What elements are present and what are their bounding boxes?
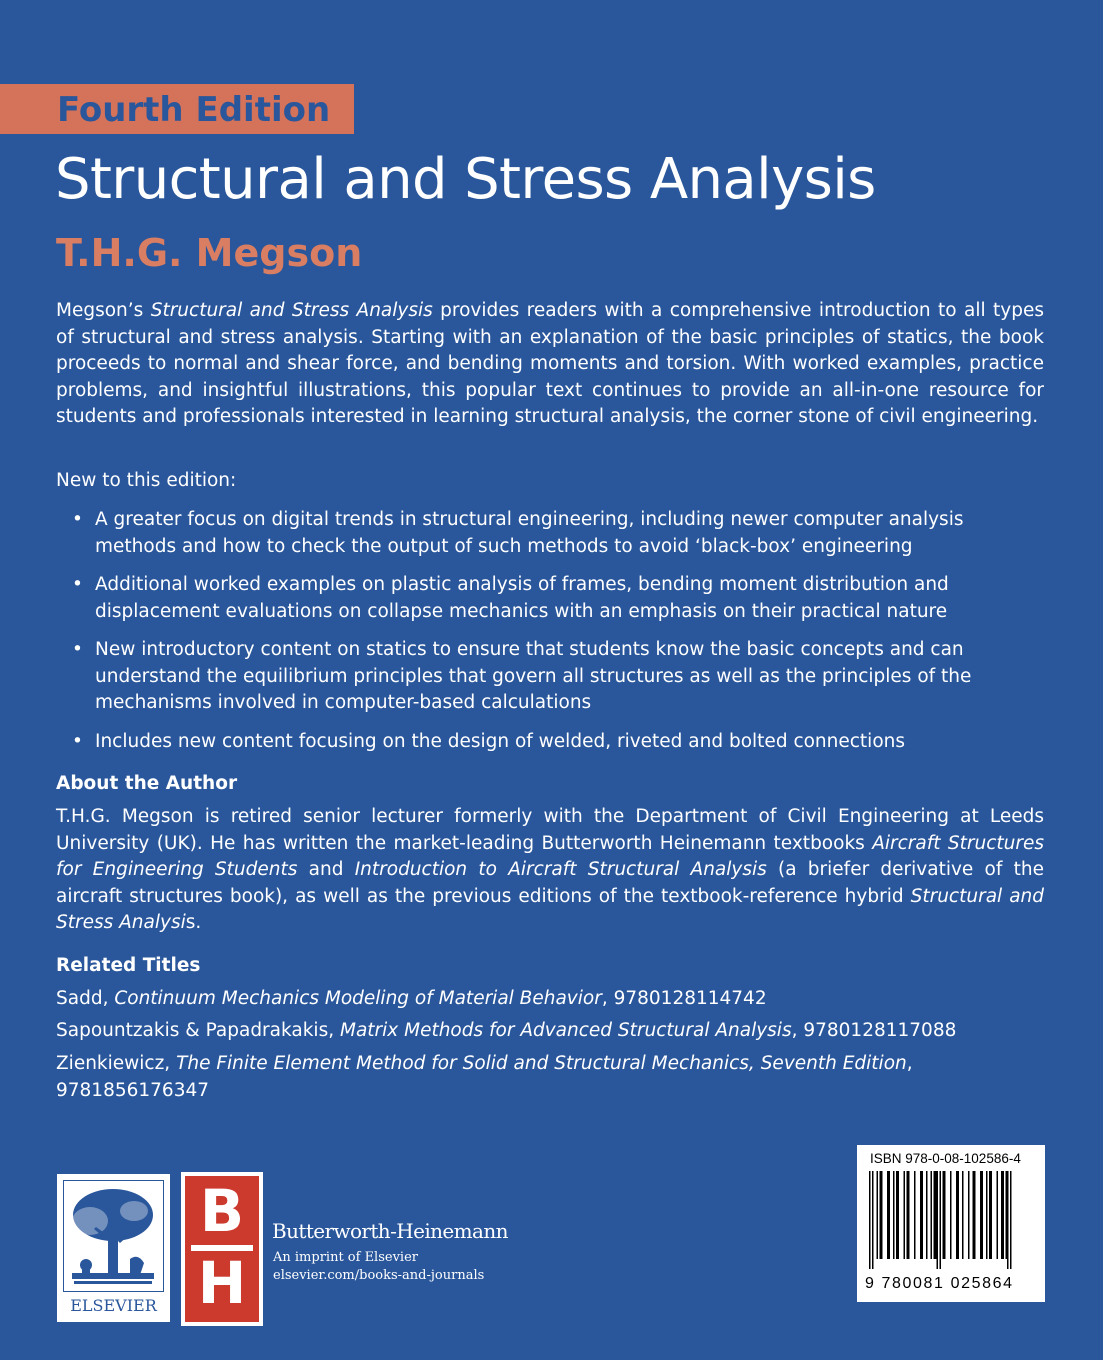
related-book-title: The Finite Element Method for Solid and Structural Mechanics, Seventh Edition [176,1053,907,1074]
related-book-title: Continuum Mechanics Modeling of Material Behavior [114,988,602,1009]
elsevier-tree-icon [63,1180,164,1292]
related-author: Sapountzakis & Papadrakakis, [56,1020,340,1041]
about-text-part: T.H.G. Megson is retired senior lecturer formerly with the Department of Civil Engineering at Leeds University (UK). He has written the market-leading Butterworth Heinemann textbooks [56,806,1044,854]
barcode-bar [997,1171,999,1259]
list-item [72,637,1047,717]
related-title-item [56,1018,1056,1045]
bh-logo [181,1172,263,1326]
barcode-bar [887,1171,890,1259]
list-item-text: A greater focus on digital trends in structural engineering, including newer computer analysis methods and how to check the output of such methods to avoid ‘black-box’ engineering [95,509,964,557]
barcode-bar [869,1171,871,1269]
new-features-list [72,507,1047,767]
related-isbn: , 9780128117088 [791,1020,957,1041]
elsevier-logo [55,1172,172,1324]
barcode-bar [980,1171,983,1259]
list-item [72,572,1047,625]
related-title-item [56,986,1056,1013]
about-text-part: s. [185,912,202,933]
description-rest: provides readers with a comprehensive introduction to all types of structural and stress analysis. Starting with an explanation of the basic principles of statics, the book proceeds to normal and shear force, and bending moments and torsion. With worked examples, practice problems, and insightful illustrations, this popular text continues to provide an all-in-one resource for students and professionals interested in learning structural analysis, the corner stone of civil engineering. [56,300,1045,427]
bullet-icon: • [72,639,83,660]
about-book-title: Introduction to Aircraft Structural Analysis [354,859,767,880]
barcode-bar [989,1171,992,1259]
barcode-bar [968,1171,970,1259]
book-author: T.H.G. Megson [56,231,363,275]
barcode-bar [920,1171,923,1259]
related-isbn: , 9780128114742 [601,988,767,1009]
publisher-imprint: An imprint of Elsevier [273,1250,418,1265]
list-item-text: Additional worked examples on plastic analysis of frames, bending moment distribution and displacement evaluations on collapse mechanics with an emphasis on their practical nature [95,574,949,622]
book-description [56,298,1044,431]
barcode-bars [867,1171,1037,1269]
barcode-bar [950,1171,952,1259]
barcode-bar [907,1171,910,1259]
barcode-bar [986,1171,988,1259]
bullet-icon: • [72,509,83,530]
barcode-bar [872,1171,874,1269]
bullet-icon: • [72,730,83,752]
about-text-part: and [297,859,355,880]
barcode-bar [943,1171,946,1259]
barcode-bar [1001,1171,1004,1259]
about-book-title: Structural and Stress Analysi [56,885,1045,933]
bullet-icon: • [72,574,83,595]
barcode-bar [904,1171,906,1259]
list-item-text: Includes new content focusing on the design of welded, riveted and bolted connections [95,730,906,752]
barcode-bar [956,1171,959,1259]
edition-label: Fourth Edition [57,90,331,130]
barcode-bar [893,1171,895,1259]
barcode-bar [896,1171,899,1259]
barcode-bar [973,1171,976,1259]
publisher-url: elsevier.com/books-and-journals [273,1268,485,1283]
about-author-text [56,804,1044,937]
barcode-bar [877,1171,879,1259]
related-book-title: Matrix Methods for Advanced Structural Analysis [339,1020,792,1041]
description-title: Structural and Stress Analysis [150,300,433,321]
list-item [72,729,1047,756]
about-text-part: (a briefer derivative of the aircraft structures book), as well as the previous editions of the textbook-reference hybrid [56,859,1044,907]
description-lead: Megson’s [56,300,151,321]
book-title: Structural and Stress Analysis [55,147,876,212]
bh-logo-panel [185,1176,259,1322]
barcode-bar [1010,1171,1012,1269]
barcode-bar [880,1171,883,1259]
barcode-bar [962,1171,964,1259]
list-item-text: New introductory content on statics to ensure that students know the basic concepts and can understand the equilibrium principles that govern all structures as well as the principles of the mechanisms involved in computer-based calculations [95,639,972,713]
about-author-heading: About the Author [56,773,238,794]
barcode-bar [914,1171,916,1259]
elsevier-wordmark: ELSEVIER [70,1296,157,1315]
related-author: Zienkiewicz, [56,1053,177,1074]
barcode-bar [1007,1171,1009,1269]
list-item [72,507,1047,560]
publisher-name: Butterworth-Heinemann [272,1219,508,1243]
barcode-number: 9 780081 025864 [865,1275,1014,1292]
barcode-bar [1006,1171,1008,1259]
barcode-bar [934,1171,937,1259]
bh-logo-letter: H [197,1249,247,1317]
bh-logo-letter: B [199,1177,245,1245]
new-edition-label: New to this edition: [56,470,237,491]
barcode-bar [937,1171,939,1269]
related-isbn: , 9781856176347 [56,1053,913,1101]
isbn-label: ISBN 978-0-08-102586-4 [870,1151,1021,1166]
about-book-title: Aircraft Structures for Engineering Students [56,832,1044,880]
barcode-bar [940,1171,942,1269]
barcode-bar [926,1171,928,1259]
isbn-barcode [857,1145,1045,1302]
barcode-bar [931,1171,933,1259]
related-titles-heading: Related Titles [56,955,201,976]
related-author: Sadd, [56,988,115,1009]
related-title-item [56,1051,1056,1104]
